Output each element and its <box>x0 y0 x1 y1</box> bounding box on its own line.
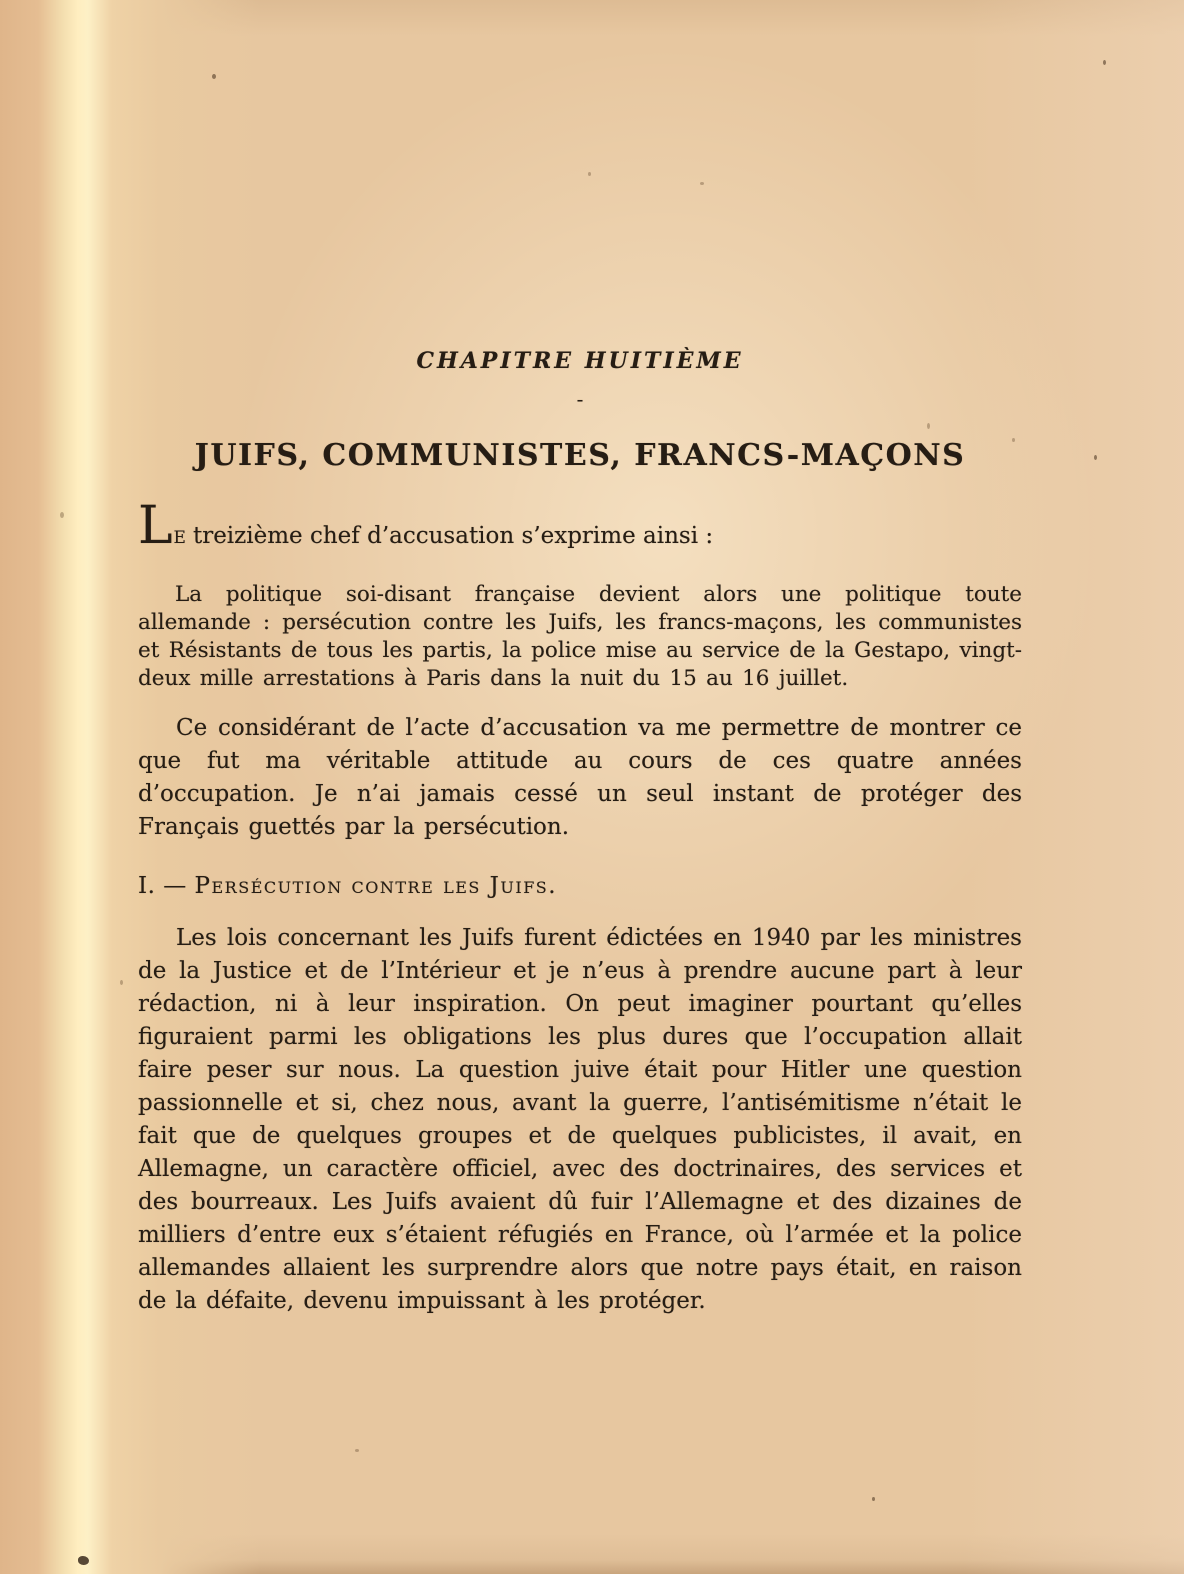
section-label: Persécution contre les Juifs. <box>194 873 558 899</box>
paper-speck <box>212 74 216 79</box>
paper-speck <box>700 182 704 185</box>
body-paragraph-1: Ce considérant de l’acte d’accusation va me permettre de montrer ce que fut ma véritable attitude au cours de ces quatre années d’occupation. Je n’ai jamais cessé un seul instant de protéger des Français guettés par la persécution. <box>138 715 1022 840</box>
paper-speck <box>927 423 930 429</box>
section-numeral: I. <box>138 873 156 899</box>
paper-speck <box>120 980 123 985</box>
chapter-title: JUIFS, COMMUNISTES, FRANCS-MAÇONS <box>194 438 966 473</box>
paper-speck <box>1094 455 1097 460</box>
paper-speck <box>78 1556 89 1565</box>
paper-speck <box>1103 60 1106 65</box>
chapter-heading: CHAPITRE HUITIÈME <box>416 348 744 374</box>
paper-speck <box>588 172 591 176</box>
drop-cap-follow: E <box>173 528 187 548</box>
intro-text: treizième chef d’accusation s’exprime ainsi : <box>192 523 714 549</box>
chapter-separator: - <box>576 387 584 411</box>
quote-paragraph: La politique soi-disant française devient alors une politique toute allemande : persécution contre les Juifs, les francs-maçons, les communistes et Résistants de tous les partis, la police mise au service de la Gestapo, vingt-deux mille arrestations à Paris dans la nuit du 15 au 16 juillet. <box>138 582 1022 691</box>
body-paragraph-2: Les lois concernant les Juifs furent édictées en 1940 par les ministres de la Justice et de l’Intérieur et je n’eus à prendre aucune part à leur rédaction, ni à leur inspiration. On peut imaginer pourtant qu’elles figuraient parmi les obligations les plus dures que l’occupation allait faire peser sur nous. La question juive était pour Hitler une question passionnelle et si, chez nous, avant la guerre, l’antisémitisme n’était le fait que de quelques groupes et de quelques publicistes, il avait, en Allemagne, un caractère officiel, avec des doctrinaires, des services et des bourreaux. Les Juifs avaient dû fuir l’Allemagne et des dizaines de milliers d’entre eux s’étaient réfugiés en France, où l’armée et la police allemandes allaient les surprendre alors que notre pays était, en raison de la défaite, devenu impuissant à les protéger. <box>138 925 1022 1314</box>
intro-paragraph <box>138 496 1022 556</box>
section-dash: — <box>163 873 187 899</box>
section-heading <box>138 870 1022 903</box>
paper-speck <box>1012 438 1015 442</box>
paper-speck <box>355 1449 359 1452</box>
paper-speck <box>60 512 64 518</box>
drop-cap: L <box>138 496 174 556</box>
paper-speck <box>872 1497 875 1501</box>
text-block <box>138 348 1022 1318</box>
